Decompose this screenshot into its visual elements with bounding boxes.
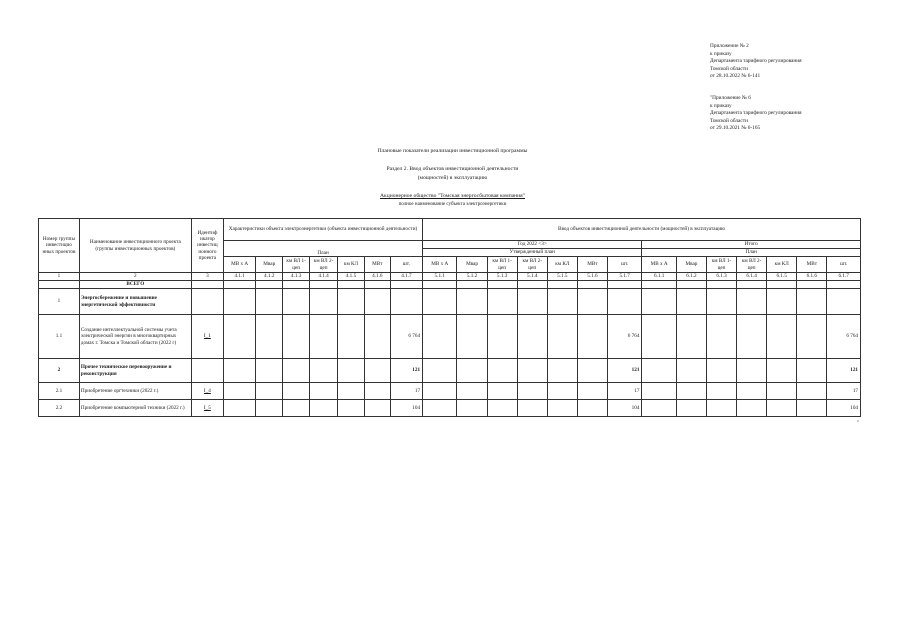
unit-mvar: Мвар [676, 257, 706, 273]
row-number: 2.2 [39, 400, 80, 417]
total-label: ВСЕГО [79, 281, 191, 289]
appendix-line: Приложение № 2 [710, 43, 749, 49]
row-name: Создание интеллектуальной системы учета электрической энергии в многоквартирных домах г. Томска и Томской области (2022 г) [79, 315, 191, 359]
unit-km-kl: км КЛ [767, 257, 797, 273]
appendix-line: к приказу [710, 50, 732, 57]
header-project-name: Наименование инвестиционного проекта (группы инвестиционных проектов) [79, 219, 191, 273]
row-value-pcs-characteristics: 17 [390, 383, 422, 400]
header-plan: План [224, 241, 423, 257]
total-cell [39, 281, 80, 289]
table-row [39, 383, 861, 400]
table-row [39, 359, 861, 383]
header-group-number: Номер группы инвестицио нных проектов [39, 219, 80, 273]
unit-mva: МВ x А [224, 257, 256, 273]
col-number: 5.1.6 [577, 273, 607, 281]
appendix-line: от 29.10.2021 № 6-165 [710, 125, 761, 132]
row-name: Прочее техническое перевооружение и реконструкция [79, 359, 191, 383]
col-number: 4.1.7 [390, 273, 422, 281]
row-identifier: I_1 [191, 315, 223, 359]
table-row [39, 315, 861, 359]
row-value-pcs-characteristics: 6 764 [390, 315, 422, 359]
col-number: 5.1.7 [608, 273, 642, 281]
header-year: Год 2022 <3> [423, 241, 642, 249]
unit-km-vl1: км ВЛ 1-цеп [706, 257, 736, 273]
appendix-line: "Приложение № 6 [710, 95, 751, 101]
col-number: 3 [191, 273, 223, 281]
table-row [39, 400, 861, 417]
row-value-pcs-approved: 121 [608, 359, 642, 383]
unit-mva: МВ x А [423, 257, 457, 273]
unit-mvar: Мвар [457, 257, 487, 273]
unit-km-kl: км КЛ [547, 257, 577, 273]
appendix-note-current [710, 43, 802, 81]
organization-name: Акционерное общество "Томская энергосбытовая компания" [379, 193, 526, 199]
section-title-line1: Раздел 2. Ввод объектов инвестиционной деятельности [386, 166, 519, 172]
col-number: 5.1.3 [487, 273, 517, 281]
col-number: 4.1.1 [224, 273, 256, 281]
col-number: 4.1.4 [310, 273, 338, 281]
col-number: 6.1.7 [827, 273, 861, 281]
header-approved-plan: Утвержденный план [423, 249, 642, 257]
unit-pcs: шт. [827, 257, 861, 273]
row-identifier: I_4 [191, 383, 223, 400]
unit-km-vl1: км ВЛ 1-цеп [283, 257, 310, 273]
header-commissioning: Ввод объектов инвестиционной деятельности (мощностей) в эксплуатацию [423, 219, 861, 241]
row-value-pcs-characteristics: 104 [390, 400, 422, 417]
col-number: 4.1.6 [364, 273, 390, 281]
unit-mw: МВт [577, 257, 607, 273]
appendix-line: Департамента тарифного регулирования [710, 58, 802, 65]
unit-mw: МВт [797, 257, 827, 273]
header-characteristics: Характеристики объекта электроэнергетики (объекта инвестиционной деятельности) [224, 219, 423, 241]
unit-mva: МВ x А [642, 257, 676, 273]
row-value-pcs-approved: 104 [608, 400, 642, 417]
row-name: Энергосбережение и повышение энергетической эффективности [79, 289, 191, 315]
col-number: 1 [39, 273, 80, 281]
col-number: 6.1.5 [767, 273, 797, 281]
row-name: Приобретение компьютерной техники (2022 г.) [79, 400, 191, 417]
row-identifier: I_5 [191, 400, 223, 417]
row-number: 1 [39, 289, 80, 315]
appendix-line: к приказу [710, 102, 732, 109]
organization-caption: полное наименование субъекта электроэнергетики [398, 202, 507, 207]
header-plan-total: План [642, 249, 861, 257]
unit-pcs: шт. [608, 257, 642, 273]
col-number: 5.1.1 [423, 273, 457, 281]
unit-km-vl1: км ВЛ 1-цеп [487, 257, 517, 273]
row-name: Приобретение оргтехники (2022 г.) [79, 383, 191, 400]
appendix-line: Томской области [710, 117, 748, 124]
col-number: 4.1.5 [338, 273, 365, 281]
unit-km-vl2: км ВЛ 2-цеп [310, 257, 338, 273]
document-title: Плановые показатели реализации инвестиционной программы [377, 148, 528, 154]
col-number: 4.1.3 [283, 273, 310, 281]
appendix-line: от 28.10.2022 № 6-141 [710, 73, 761, 80]
table-row [39, 289, 861, 315]
appendix-line: Департамента тарифного регулирования [710, 110, 802, 117]
investment-table [38, 218, 861, 417]
row-value-pcs-approved: 17 [608, 383, 642, 400]
col-number: 6.1.3 [706, 273, 736, 281]
row-value-pcs-total: 121 [827, 359, 861, 383]
col-number: 4.1.2 [256, 273, 283, 281]
unit-km-kl: км КЛ [338, 257, 365, 273]
row-number: 2 [39, 359, 80, 383]
appendix-note-previous [710, 95, 802, 133]
row-identifier [191, 359, 223, 383]
col-number: 6.1.2 [676, 273, 706, 281]
row-number: 2.1 [39, 383, 80, 400]
header-identifier: Идентиф икатор инвестиц ионного проекта [191, 219, 223, 273]
row-value-pcs-total: 6 764 [827, 315, 861, 359]
row-value-pcs-total: 17 [827, 383, 861, 400]
col-number: 5.1.2 [457, 273, 487, 281]
unit-mvar: Мвар [256, 257, 283, 273]
col-number: 6.1.6 [797, 273, 827, 281]
row-identifier [191, 289, 223, 315]
col-number: 5.1.4 [517, 273, 547, 281]
section-title-line2: (мощностей) в эксплуатацию [417, 175, 488, 181]
total-cell [191, 281, 223, 289]
header-total: Итого [642, 241, 861, 249]
row-number: 1.1 [39, 315, 80, 359]
unit-mw: МВт [364, 257, 390, 273]
unit-pcs: шт. [390, 257, 422, 273]
header-row-1 [39, 219, 861, 241]
numbering-row [39, 273, 861, 281]
unit-km-vl2: км ВЛ 2-цеп [517, 257, 547, 273]
col-number: 6.1.4 [737, 273, 767, 281]
row-value-pcs-characteristics: 121 [390, 359, 422, 383]
closing-quote-mark: " [857, 421, 860, 426]
total-row [39, 281, 861, 289]
col-number: 6.1.1 [642, 273, 676, 281]
row-value-pcs-total: 104 [827, 400, 861, 417]
col-number: 2 [79, 273, 191, 281]
col-number: 5.1.5 [547, 273, 577, 281]
appendix-line: Томской области [710, 65, 748, 72]
row-value-pcs-approved: 6 764 [608, 315, 642, 359]
unit-km-vl2: км ВЛ 2-цеп [737, 257, 767, 273]
